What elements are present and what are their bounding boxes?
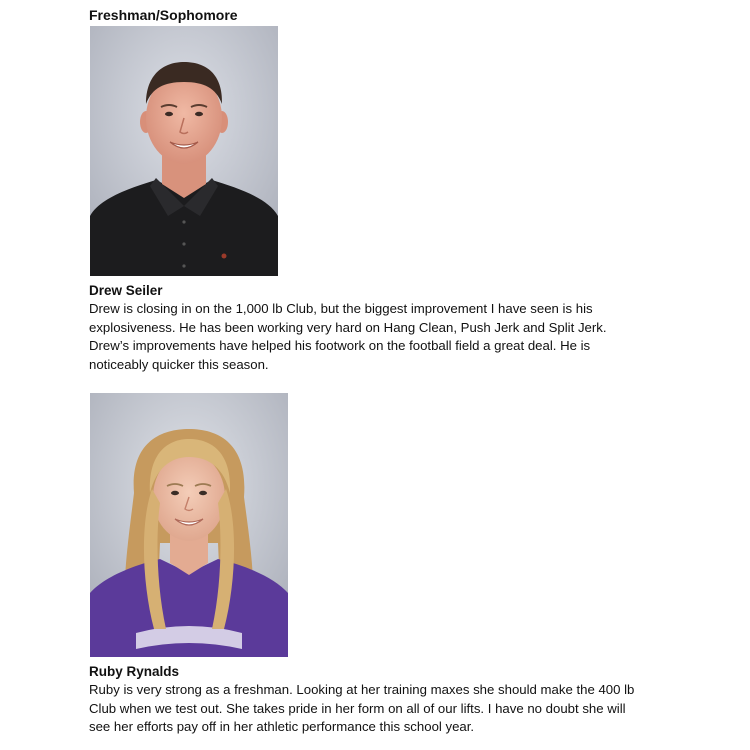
bio-line: see her efforts pay off in her athletic performance this school year. xyxy=(89,719,475,734)
bio-line: explosiveness. He has been working very hard on Hang Clean, Push Jerk and Split Jerk. xyxy=(89,319,607,335)
portrait-photo-icon xyxy=(90,393,288,657)
athlete-photo-ruby xyxy=(90,393,288,657)
athlete-photo-drew xyxy=(90,26,278,276)
portrait-photo-icon xyxy=(90,26,278,276)
athlete-name-ruby: Ruby Rynalds xyxy=(89,664,180,679)
bio-line: Ruby is very strong as a freshman. Looking at her training maxes she should make the 400 lb xyxy=(89,682,635,697)
athlete-bio-drew xyxy=(89,300,607,374)
athlete-name-drew: Drew Seiler xyxy=(89,283,163,298)
bio-line: Drew is closing in on the 1,000 lb Club, but the biggest improvement I have seen is his xyxy=(89,301,593,316)
bio-line: Club when we test out. She takes pride in her form on all of our lifts. I have no doubt she will xyxy=(89,700,626,716)
bio-line: Drew’s improvements have helped his footwork on the football field a great deal. He is xyxy=(89,338,591,353)
bio-line: noticeably quicker this season. xyxy=(89,356,269,372)
athlete-bio-ruby xyxy=(89,681,634,737)
section-heading: Freshman/Sophomore xyxy=(89,7,238,23)
